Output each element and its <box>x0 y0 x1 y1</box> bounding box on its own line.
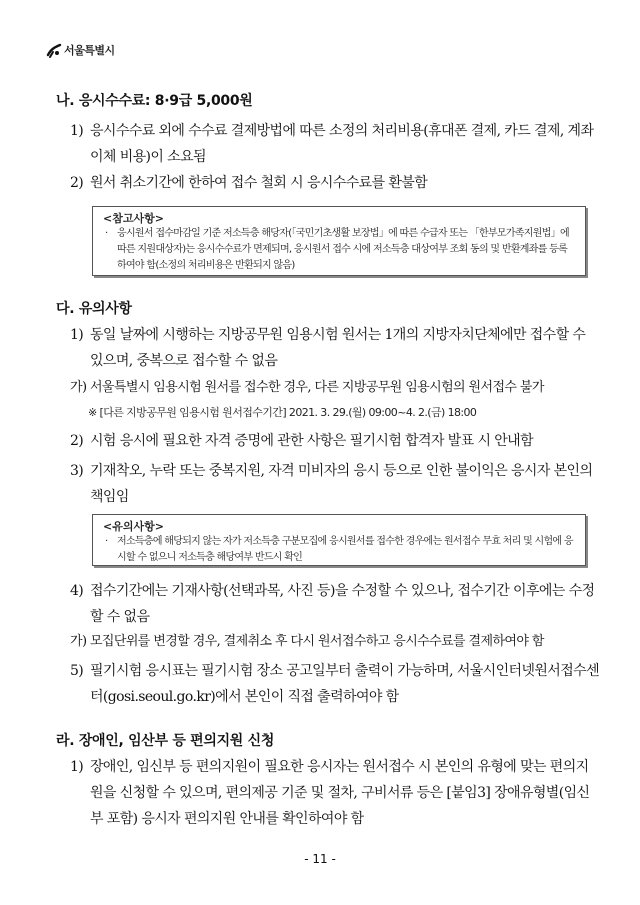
page-number: - 11 - <box>304 852 336 866</box>
section-title-accessibility: 라. 장애인, 임산부 등 편의지원 신청 <box>56 733 275 749</box>
fee-item-1 <box>70 118 600 170</box>
item-number: 4) <box>70 583 84 599</box>
section-title-cautions: 다. 유의사항 <box>56 301 132 317</box>
bullet: · <box>105 536 108 547</box>
caution-item-3 <box>70 458 600 510</box>
reference-note-box <box>92 206 586 276</box>
item-number: 3) <box>70 463 84 479</box>
item-number: 2) <box>70 433 84 449</box>
item-text: 응시수수료 외에 수수료 결제방법에 따른 소정의 처리비용(휴대폰 결제, 카드 결제, 계좌이체 비용)이 소요됨 <box>90 123 594 165</box>
bullet: · <box>105 228 108 239</box>
item-text: 기재착오, 누락 또는 중복지원, 자격 미비자의 응시 등으로 인한 불이익은 응시자 본인의 책임임 <box>90 463 593 505</box>
item-text: 접수기간에는 기재사항(선택과목, 사진 등)을 수정할 수 있으나, 접수기간 이후에는 수정할 수 없음 <box>90 583 595 625</box>
fee-item-2 <box>70 170 600 196</box>
caution-item-1-note: ※ [다른 지방공무원 임용시험 원서접수기간] 2021. 3. 29.(월) 09:00~4. 2.(금) 18:00 <box>88 406 477 419</box>
caution-item-5 <box>70 658 600 710</box>
item-text: 필기시험 응시표는 필기시험 장소 공고일부터 출력이 가능하며, 서울시인터넷원서접수센터(gosi.seoul.go.kr)에서 본인이 직접 출력하여야 함 <box>90 663 599 705</box>
caution-item-4-sub: 가) 모집단위를 변경할 경우, 결제취소 후 다시 원서접수하고 응시수수료를 결제하여야 함 <box>70 634 544 649</box>
section-title-fee: 나. 응시수수료: 8·9급 5,000원 <box>56 93 253 109</box>
item-text: 장애인, 임신부 등 편의지원이 필요한 응시자는 원서접수 시 본인의 유형에 맞는 편의지원을 신청할 수 있으며, 편의제공 기준 및 절차, 구비서류 등은 [붙임3] 장애유형별(임신부 포함) 응시자 편의지원 안내를 확인하여야 함 <box>90 759 590 827</box>
seoul-logo <box>46 40 115 60</box>
box-text-content: 응시원서 접수마감일 기준 저소득층 해당자(「국민기초생활 보장법」에 따른 수급자 또는 「한부모가족지원법」에 따른 지원대상자)는 응시수수료가 면제되며, 응시원서 접수 시에 저소득층 대상여부 조회 동의 및 반환계좌를 등록하여야 함(소정의 처리비용은 반환되지 않음) <box>117 228 569 271</box>
caution-note-box <box>92 514 586 566</box>
caution-item-1 <box>70 322 600 374</box>
box-text <box>103 226 575 274</box>
caution-item-4 <box>70 578 600 630</box>
box-title: <참고사항> <box>103 212 164 225</box>
caution-item-2 <box>70 428 600 454</box>
item-number: 1) <box>70 327 84 343</box>
item-number: 2) <box>70 175 84 191</box>
item-number: 1) <box>70 123 84 139</box>
item-text: 시험 응시에 필요한 자격 증명에 관한 사항은 필기시험 합격자 발표 시 안내함 <box>90 433 533 449</box>
box-text <box>103 534 575 566</box>
seoul-logo-icon <box>46 41 62 59</box>
item-text: 원서 취소기간에 한하여 접수 철회 시 응시수수료를 환불함 <box>90 175 428 191</box>
item-number: 5) <box>70 663 84 679</box>
item-number: 1) <box>70 759 84 775</box>
caution-item-1-sub: 가) 서울특별시 임용시험 원서를 접수한 경우, 다른 지방공무원 임용시험의 원서접수 불가 <box>70 380 544 395</box>
accessibility-item-1 <box>70 754 600 832</box>
box-title: <유의사항> <box>103 520 164 533</box>
box-text-content: 저소득층에 해당되지 않는 자가 저소득층 구분모집에 응시원서를 접수한 경우에는 원서접수 무효 처리 및 시험에 응시할 수 없으니 저소득층 해당여부 반드시 확인 <box>117 536 573 563</box>
logo-text: 서울특별시 <box>64 44 115 57</box>
item-text: 동일 날짜에 시행하는 지방공무원 임용시험 원서는 1개의 지방자치단체에만 접수할 수 있으며, 중복으로 접수할 수 없음 <box>90 327 586 369</box>
